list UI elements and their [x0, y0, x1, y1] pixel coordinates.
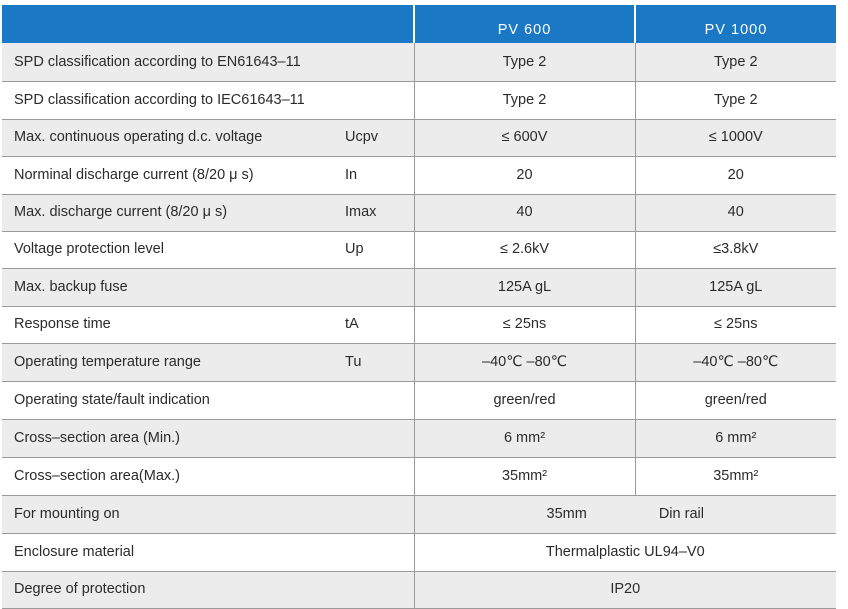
row-label: Max. backup fuse	[14, 278, 128, 295]
row-symbol: Imax	[345, 204, 377, 221]
table-row	[2, 343, 836, 381]
table-row-mounting	[2, 495, 836, 533]
row-value-pv600: 6 mm²	[414, 419, 635, 457]
row-value-pv1000: ≤3.8kV	[713, 241, 759, 258]
row-value-pv1000: 125A gL	[709, 278, 763, 295]
row-label: SPD classification according to IEC61643–11	[14, 91, 305, 108]
header-blank	[2, 5, 414, 43]
row-value-pv600: ≤ 600V	[414, 119, 635, 156]
enclosure-label: Enclosure material	[14, 543, 135, 560]
table-row	[2, 457, 836, 495]
row-value-pv1000: 40	[727, 204, 744, 221]
table-row	[2, 194, 836, 231]
table-row-protection	[2, 571, 836, 608]
protection-value: IP20	[414, 571, 836, 608]
row-value-pv600: ≤ 25ns	[414, 306, 635, 343]
table-row	[2, 381, 836, 419]
row-value-pv600: Type 2	[414, 43, 635, 81]
row-value-pv600: 35mm²	[414, 457, 635, 495]
row-value-pv600: 40	[414, 194, 635, 231]
enclosure-value: Thermalplastic UL94–V0	[414, 533, 836, 571]
table-row	[2, 306, 836, 343]
row-value-pv1000: 6 mm²	[715, 429, 757, 446]
table-row	[2, 81, 836, 119]
row-value-pv1000: ≤ 1000V	[708, 129, 763, 146]
mounting-value-rail: Din rail	[658, 505, 704, 522]
row-label: Voltage protection level	[14, 241, 164, 258]
table-row	[2, 419, 836, 457]
row-value-pv1000: Type 2	[713, 53, 758, 70]
row-value-pv600: green/red	[414, 381, 635, 419]
header-pv1000: PV 1000	[635, 5, 836, 43]
row-symbol: tA	[345, 316, 359, 333]
row-symbol: Ucpv	[345, 129, 379, 146]
table-row	[2, 231, 836, 268]
table-row	[2, 119, 836, 156]
row-value-pv1000: ≤ 25ns	[714, 316, 758, 333]
row-value-pv600: –40℃ –80℃	[414, 343, 635, 381]
spec-table	[2, 5, 836, 609]
row-label: Norminal discharge current (8/20 μ s)	[14, 166, 254, 183]
row-symbol: Up	[345, 241, 364, 258]
header-pv600: PV 600	[414, 5, 635, 43]
row-value-pv1000: 35mm²	[713, 467, 759, 484]
row-label: Response time	[14, 316, 111, 333]
row-label: Operating state/fault indication	[14, 391, 210, 408]
table-row	[2, 156, 836, 194]
row-label: Cross–section area (Min.)	[14, 429, 180, 446]
table-row	[2, 268, 836, 306]
row-value-pv600: Type 2	[414, 81, 635, 119]
row-value-pv1000: green/red	[704, 391, 767, 408]
row-value-pv1000: 20	[727, 166, 744, 183]
protection-label: Degree of protection	[14, 581, 146, 598]
header-row	[2, 5, 836, 43]
row-label: Cross–section area(Max.)	[14, 467, 180, 484]
row-value-pv1000: Type 2	[713, 91, 758, 108]
table-row	[2, 43, 836, 81]
mounting-value	[414, 495, 836, 533]
row-symbol: Tu	[345, 353, 362, 370]
row-label: Max. discharge current (8/20 μ s)	[14, 204, 228, 221]
row-value-pv600: 125A gL	[414, 268, 635, 306]
row-value-pv600: ≤ 2.6kV	[414, 231, 635, 268]
row-label: SPD classification according to EN61643–11	[14, 53, 301, 70]
row-label: Max. continuous operating d.c. voltage	[14, 129, 263, 146]
row-value-pv1000: –40℃ –80℃	[693, 353, 779, 370]
mounting-value-size: 35mm	[546, 505, 587, 522]
table-row-enclosure	[2, 533, 836, 571]
row-symbol: In	[345, 166, 358, 183]
mounting-label: For mounting on	[14, 505, 120, 522]
row-value-pv600: 20	[414, 156, 635, 194]
row-label: Operating temperature range	[14, 353, 201, 370]
